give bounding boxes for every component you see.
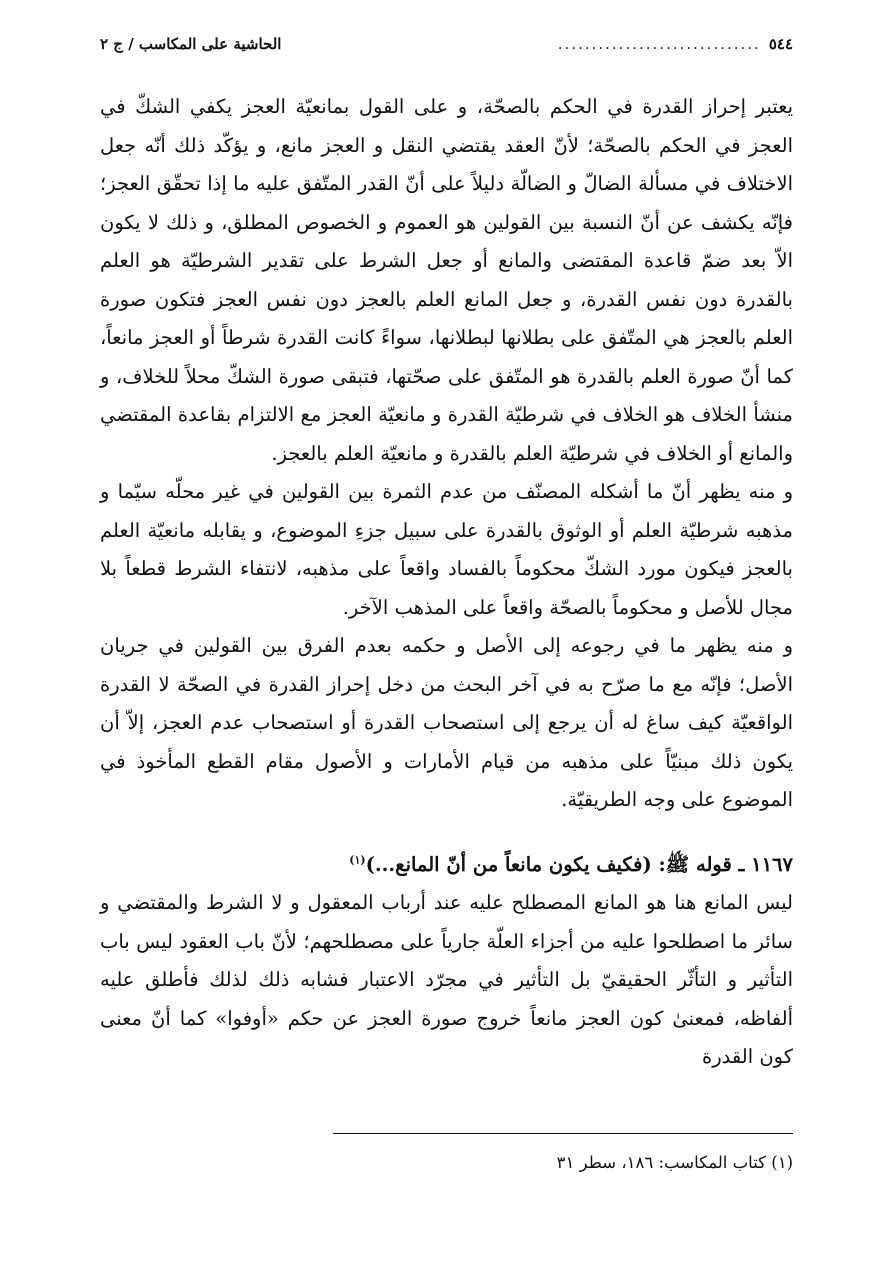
main-text [100, 88, 793, 1077]
page-header [100, 30, 793, 58]
footnote: (١) كتاب المكاسب: ١٨٦، سطر ٣١ [556, 1153, 793, 1172]
section-heading-text: ١١٦٧ ـ قوله ﷺ: (فكيف يكون مانعاً من أنّ المانع...) [365, 852, 793, 876]
paragraph: و منه يظهر أنّ ما أشكله المصنّف من عدم الثمرة بين القولين في غير محلّه سيّما و مذهبه شرطيّة العلم أو الوثوق بالقدرة على سبيل جزءِ الموضوع، و يقابله مانعيّة العلم بالعجز فيكون مورد الشكّ محكوماً بالفساد واقعاً على مذهبه، لانتفاء الشرط قطعاً بلا مجال للأصل و محكوماً بالصحّة واقعاً على المذهب الآخر. [100, 480, 793, 619]
footnote-marker[interactable]: (١) [349, 853, 366, 866]
running-title: الحاشية على المكاسب / ج ٢ [100, 35, 282, 53]
header-leader-dots: .............................. [557, 35, 761, 53]
paragraph: ليس المانع هنا هو المانع المصطلح عليه عند أرباب المعقول و لا الشرط والمقتضي و سائر ما اصطلحوا عليه من أجزاء العلّة جارياً على مصطلحهم؛ لأنّ باب العقود ليس باب التأثير و التأثّر الحقيقيّ بل التأثير في مجرّد الاعتبار فشابه ذلك لذلك فأطلق عليه ألفاظه، فمعنىٰ كون العجز مانعاً خروج صورة العجز عن حكم «أوفوا» كما أنّ معنى كون القدرة [100, 891, 793, 1068]
footnote-divider [333, 1133, 793, 1134]
section-heading [100, 846, 793, 885]
paragraph: و منه يظهر ما في رجوعه إلى الأصل و حكمه بعدم الفرق بين القولين في جريان الأصل؛ فإنّه مع ما صرّح به في آخر البحث من دخل إحراز القدرة في الصحّة لا القدرة الواقعيّة كيف ساغ له أن يرجع إلى استصحاب القدرة أو استصحاب عدم العجز، إلاّ أن يكون ذلك مبنيّاً على مذهبه من قيام الأمارات و الأصول مقام القطع المأخوذ في الموضوع على وجه الطريقيّة. [100, 634, 793, 811]
page-number: ٥٤٤ [768, 35, 793, 53]
paragraph: يعتبر إحراز القدرة في الحكم بالصحّة، و على القول بمانعيّة العجز يكفي الشكّ في العجز في الحكم بالصحّة؛ لأنّ العقد يقتضي النقل و العجز مانع، و يؤكّد ذلك أنّه جعل الاختلاف في مسألة الضالّ و الضالّة دليلاً على أنّ القدر المتّفق عليه ما إذا تحقّق العجز؛ فإنّه يكشف عن أنّ النسبة بين القولين هو العموم و الخصوص المطلق، و ذلك لا يكون الاّ بعد ضمّ قاعدة المقتضى والمانع أو جعل الشرط على تقدير الشرطيّة هو العلم بالقدرة دون نفس القدرة، و جعل المانع العلم بالعجز دون نفس العجز فتكون صورة العلم بالعجز هي المتّفق على بطلانها لبطلانها، سواءً كانت القدرة شرطاً أو العجز مانعاً، كما أنّ صورة العلم بالقدرة هو المتّفق على صحّتها، فتبقى صورة الشكّ محلاً للخلاف، و منشأ الخلاف هو الخلاف في شرطيّة القدرة و مانعيّة العجز مع الالتزام بقاعدة المقتضي والمانع أو الخلاف في شرطيّة العلم بالقدرة و مانعيّة العلم بالعجز. [100, 95, 793, 465]
